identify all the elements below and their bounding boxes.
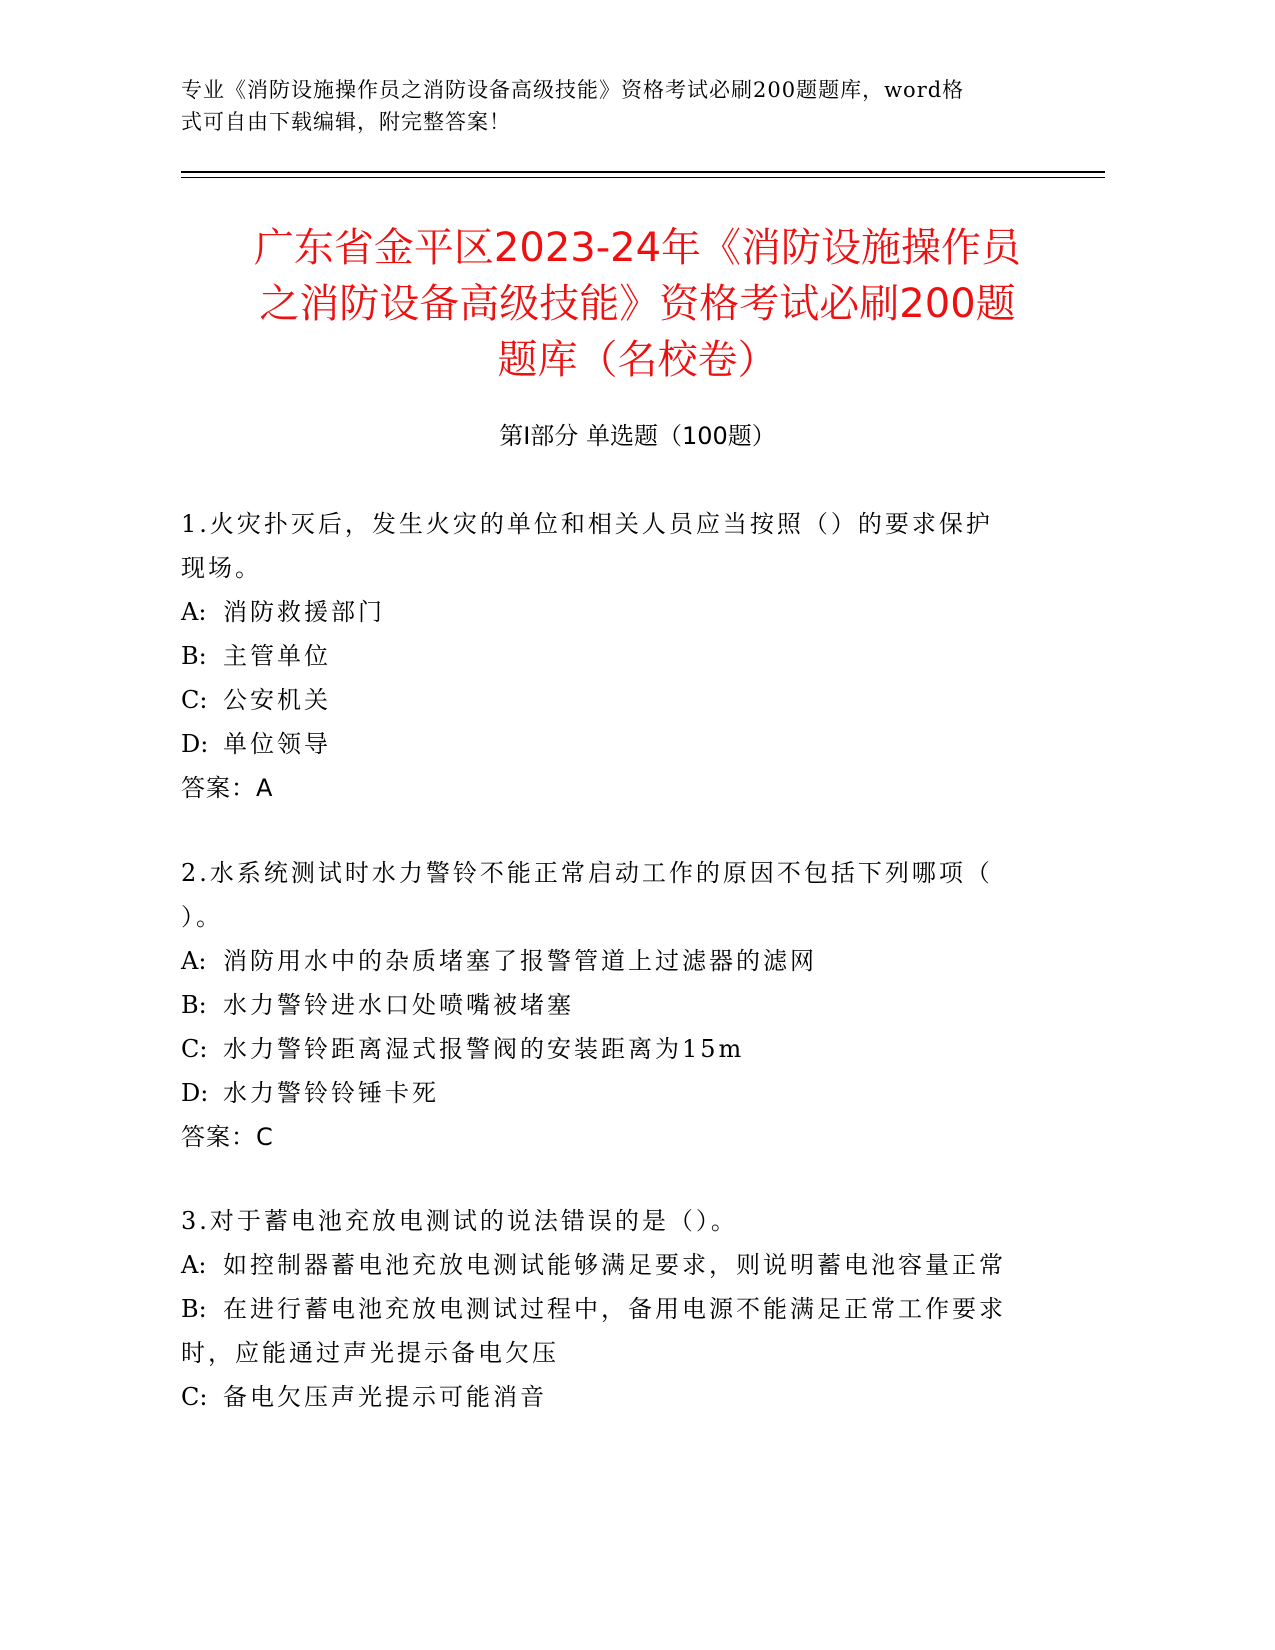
option-text: 水力警铃进水口处喷嘴被堵塞 <box>223 991 574 1019</box>
option-d <box>181 722 1041 766</box>
answer: 答案：A <box>181 774 274 802</box>
header-divider <box>181 171 1105 173</box>
header-note-line: 式可自由下载编辑，附完整答案！ <box>181 110 511 134</box>
option-b <box>181 634 1041 678</box>
header-note-line: 专业《消防设施操作员之消防设备高级技能》资格考试必刷200题题库，word格 <box>181 78 965 102</box>
option-d <box>181 1071 1041 1115</box>
question-stem: 2.水系统测试时水力警铃不能正常启动工作的原因不包括下列哪项（ <box>181 859 993 887</box>
header-note <box>181 74 1041 138</box>
option-text: 公安机关 <box>223 686 331 714</box>
option-label: B: <box>181 991 207 1019</box>
option-label: B: <box>181 1295 207 1323</box>
option-text: 水力警铃距离湿式报警阀的安装距离为15m <box>223 1035 745 1063</box>
option-c <box>181 1027 1041 1071</box>
section-heading: 第Ⅰ部分 单选题（100题） <box>499 422 776 450</box>
option-text: 消防救援部门 <box>223 598 385 626</box>
option-label: B: <box>181 642 207 670</box>
title-line: 之消防设备高级技能》资格考试必刷200题 <box>259 281 1016 327</box>
option-b-continuation: 时，应能通过声光提示备电欠压 <box>181 1339 559 1367</box>
option-a <box>181 939 1041 983</box>
option-text: 主管单位 <box>223 642 331 670</box>
option-text: 如控制器蓄电池充放电测试能够满足要求，则说明蓄电池容量正常 <box>223 1251 1006 1279</box>
title-line: 广东省金平区2023-24年《消防设施操作员 <box>253 225 1022 271</box>
option-a <box>181 590 1041 634</box>
question-stem: ）。 <box>181 903 223 931</box>
option-a <box>181 1243 1041 1287</box>
option-text: 单位领导 <box>223 730 331 758</box>
option-text: 备电欠压声光提示可能消音 <box>223 1383 547 1411</box>
option-label: A: <box>181 947 207 975</box>
question-1 <box>181 502 1041 810</box>
header-divider-thin <box>181 177 1105 178</box>
question-2 <box>181 851 1041 1159</box>
title-line: 题库（名校卷） <box>497 337 778 383</box>
option-label: D: <box>181 1079 209 1107</box>
question-stem: 1.火灾扑灭后，发生火灾的单位和相关人员应当按照（）的要求保护 <box>181 510 993 538</box>
option-b <box>181 1287 1041 1331</box>
option-label: C: <box>181 1035 208 1063</box>
option-label: D: <box>181 730 209 758</box>
option-c <box>181 1375 1041 1419</box>
document-title <box>160 220 1115 388</box>
option-text: 在进行蓄电池充放电测试过程中，备用电源不能满足正常工作要求 <box>223 1295 1006 1323</box>
option-c <box>181 678 1041 722</box>
option-text: 水力警铃铃锤卡死 <box>223 1079 439 1107</box>
option-label: A: <box>181 1251 207 1279</box>
option-b <box>181 983 1041 1027</box>
question-stem: 3.对于蓄电池充放电测试的说法错误的是（）。 <box>181 1207 738 1235</box>
option-label: C: <box>181 1383 208 1411</box>
option-label: C: <box>181 686 208 714</box>
question-3 <box>181 1199 1041 1419</box>
option-text: 消防用水中的杂质堵塞了报警管道上过滤器的滤网 <box>223 947 817 975</box>
question-stem: 现场。 <box>181 554 262 582</box>
option-label: A: <box>181 598 207 626</box>
answer: 答案：C <box>181 1123 274 1151</box>
